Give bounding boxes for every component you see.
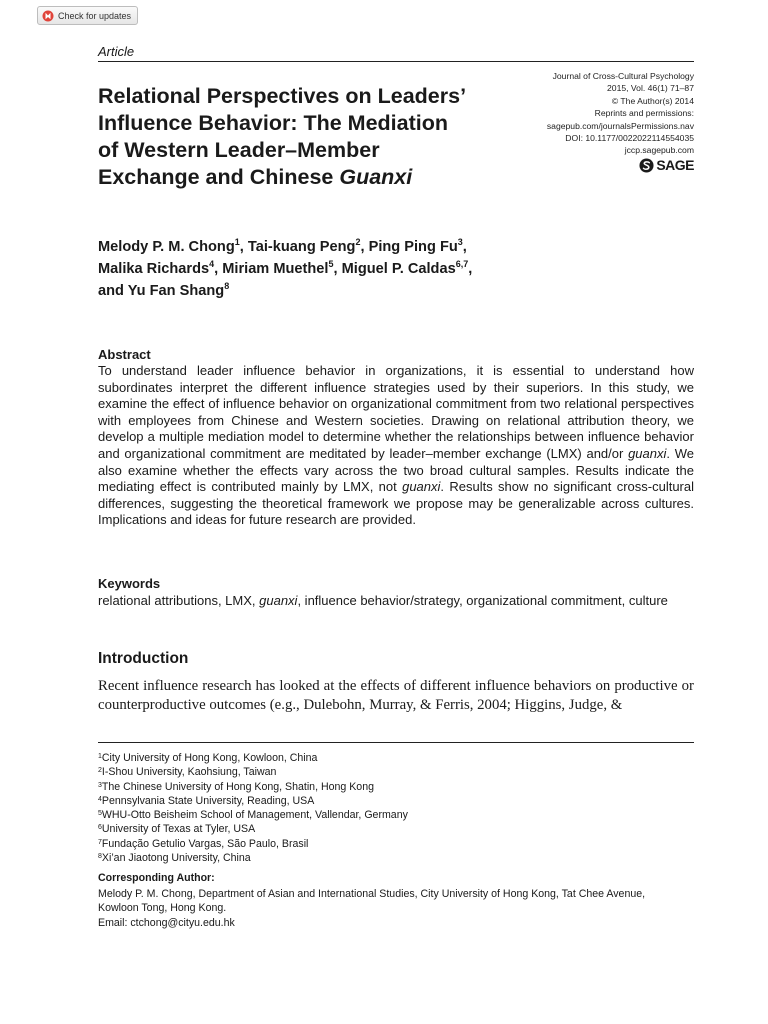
author-name: Malika Richards xyxy=(98,261,210,277)
affiliation-mark: 5 xyxy=(98,810,102,818)
affiliation-text: I-Shou University, Kaohsiung, Taiwan xyxy=(101,766,277,779)
affiliation-mark: 2 xyxy=(98,767,102,775)
author-separator: , xyxy=(360,239,369,255)
title-guanxi: Guanxi xyxy=(339,165,413,189)
abstract-guanxi-1: guanxi xyxy=(628,445,667,461)
check-for-updates-label: Check for updates xyxy=(58,10,132,21)
footnote-rule xyxy=(98,742,694,743)
author-affiliation-mark: 4 xyxy=(209,259,215,269)
title-line-2: Influence Behavior: The Mediation xyxy=(98,111,449,135)
affiliation-text: City University of Hong Kong, Kowloon, China xyxy=(101,752,318,764)
crossmark-icon xyxy=(42,10,54,22)
author-separator: , xyxy=(462,239,467,255)
corresponding-author-heading: Corresponding Author: xyxy=(98,872,215,884)
journal-name: Journal of Cross-Cultural Psychology xyxy=(552,71,694,81)
corresponding-address-1: Melody P. M. Chong, Department of Asian and International Studies, City University of Hong Kong, Tat Chee Avenue, xyxy=(98,888,646,900)
abstract-text-3: . Results show no significant cross-cultural differences, suggesting the theoretical framework we propose may be generalizable across cultures. Implications and ideas for future research are provided. xyxy=(98,479,694,528)
abstract-text-1: To understand leader influence behavior in organizations, it is essential to understand how subordinates interpret the different influence strategies used by their superiors. In this study, we examine the effect of influence behavior on organizational commitment from two relational perspectives with employees from Chinese and Western societies. Drawing on relational attribution theory, we develop a multiple mediation model to determine whether the relationships between influence behavior and organizational commitment are meditated by leader–member exchange (LMX) and/or xyxy=(98,363,694,461)
affiliation-item xyxy=(98,808,408,822)
affiliation-item xyxy=(98,837,408,851)
affiliation-item xyxy=(98,780,408,794)
abstract-heading: Abstract xyxy=(98,347,151,362)
sage-s-icon xyxy=(639,158,654,173)
author-name: and Yu Fan Shang xyxy=(98,283,225,299)
keywords-text-2: , influence behavior/strategy, organizational commitment, culture xyxy=(297,593,668,608)
author-name: Miriam Muethel xyxy=(222,261,329,277)
keywords-text-1: relational attributions, LMX, xyxy=(98,593,260,608)
abstract-guanxi-2: guanxi xyxy=(402,479,441,495)
author-name: Miguel P. Caldas xyxy=(341,261,456,277)
affiliation-text: The Chinese University of Hong Kong, Shatin, Hong Kong xyxy=(101,780,374,793)
journal-copyright: © The Author(s) 2014 xyxy=(611,95,694,106)
affiliation-mark: 1 xyxy=(98,753,102,760)
introduction-body: Recent influence research has looked at the effects of different influence behaviors on productive or counterproductive outcomes (e.g., Dulebohn, Murray, & Ferris, 2004; Higgins, Judge, & xyxy=(98,678,694,713)
paper-title xyxy=(98,83,518,191)
affiliation-text: Xi’an Jiaotong University, China xyxy=(101,852,251,865)
author-affiliation-mark: 1 xyxy=(234,237,240,247)
author-affiliation-mark: 3 xyxy=(457,237,463,247)
author-separator: , xyxy=(214,261,223,277)
journal-reprints: Reprints and permissions: xyxy=(594,108,694,119)
keywords-guanxi: guanxi xyxy=(259,593,298,608)
header-rule xyxy=(98,61,694,62)
author-affiliation-mark: 5 xyxy=(328,259,334,269)
affiliation-text: Pennsylvania State University, Reading, USA xyxy=(101,794,315,807)
affiliation-mark: 8 xyxy=(98,853,102,861)
affiliation-item xyxy=(98,822,408,836)
author-affiliation-mark: 8 xyxy=(224,281,230,291)
author-affiliation-mark: 2 xyxy=(355,237,361,247)
author-separator: , xyxy=(333,261,342,277)
article-type-label: Article xyxy=(98,44,135,59)
affiliation-list xyxy=(98,751,408,865)
journal-volume: 2015, Vol. 46(1) 71–87 xyxy=(607,83,694,94)
journal-doi[interactable]: DOI: 10.1177/0022022114554035 xyxy=(565,133,694,144)
author-list xyxy=(98,236,658,302)
journal-info xyxy=(547,70,694,157)
keywords-body xyxy=(98,593,694,610)
affiliation-text: Fundação Getulio Vargas, São Paulo, Brasil xyxy=(101,837,309,850)
corresponding-author-details xyxy=(98,887,698,930)
affiliation-text: WHU-Otto Beisheim School of Management, Vallendar, Germany xyxy=(101,809,408,822)
author-name: Melody P. M. Chong xyxy=(98,239,235,255)
title-line-1: Relational Perspectives on Leaders’ xyxy=(98,84,467,108)
affiliation-mark: 3 xyxy=(98,781,102,789)
abstract-body xyxy=(98,363,694,529)
abstract-text-2: . We also examine whether the effects vary across the two broad cultural samples. Results indicate the mediating effect is contributed mainly by LMX, not xyxy=(98,445,694,495)
author-name: Ping Ping Fu xyxy=(368,239,458,255)
author-affiliation-mark: 6,7 xyxy=(455,259,469,269)
affiliation-text: University of Texas at Tyler, USA xyxy=(101,823,256,836)
sage-wordmark: SAGE xyxy=(656,157,694,173)
author-separator: , xyxy=(468,261,473,277)
affiliation-mark: 4 xyxy=(98,795,102,803)
introduction-heading: Introduction xyxy=(98,650,189,667)
title-line-3: of Western Leader–Member xyxy=(98,138,380,162)
author-name: Tai-kuang Peng xyxy=(247,239,356,255)
sage-logo xyxy=(639,157,694,173)
affiliation-item xyxy=(98,751,408,765)
journal-permissions-link[interactable]: sagepub.com/journalsPermissions.nav xyxy=(546,120,694,131)
journal-site-link[interactable]: jccp.sagepub.com xyxy=(624,145,694,156)
check-for-updates-button[interactable] xyxy=(37,6,138,25)
affiliation-mark: 7 xyxy=(98,838,102,846)
title-line-4: Exchange and Chinese xyxy=(98,165,340,189)
corresponding-email[interactable]: Email: ctchong@cityu.edu.hk xyxy=(98,916,235,929)
author-separator: , xyxy=(239,239,248,255)
keywords-heading: Keywords xyxy=(98,576,161,591)
affiliation-item xyxy=(98,765,408,779)
corresponding-address-2: Kowloon Tong, Hong Kong. xyxy=(98,902,227,915)
affiliation-mark: 6 xyxy=(98,824,102,832)
affiliation-item xyxy=(98,851,408,865)
affiliation-item xyxy=(98,794,408,808)
